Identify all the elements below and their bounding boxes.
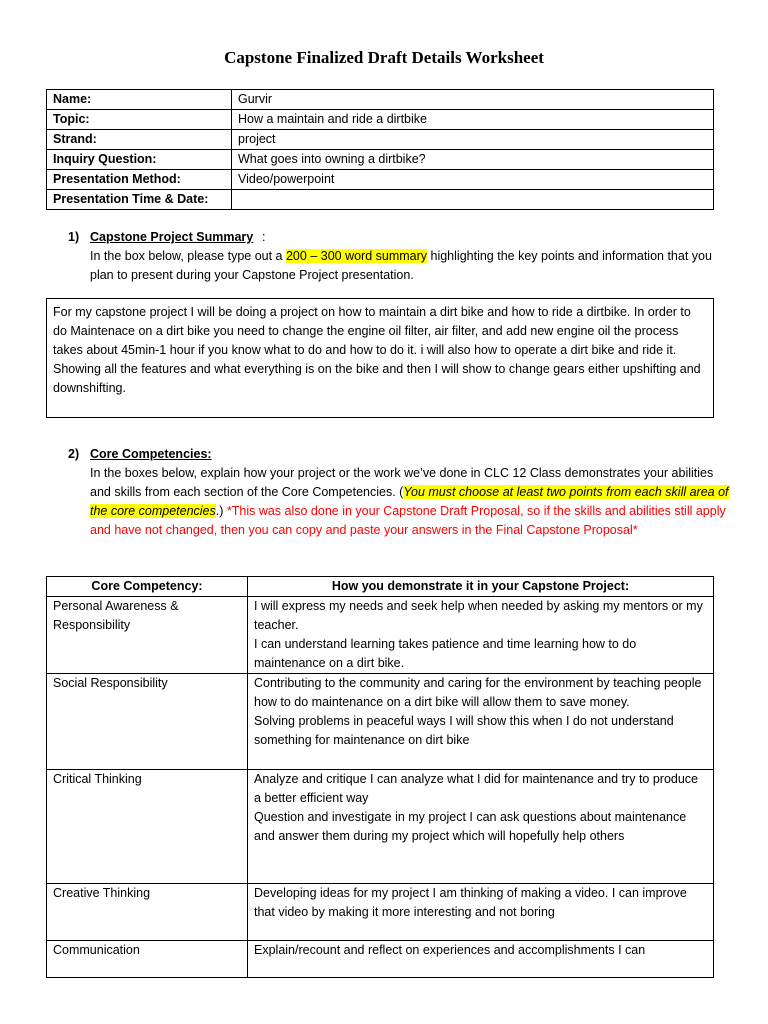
details-table (46, 89, 714, 210)
presentation-method-value: Video/powerpoint (232, 170, 714, 190)
table-row (47, 190, 714, 210)
instructions-text: In the boxes below, explain how your project or the work we’ve done in CLC 12 Class demonstrates your abilities and skills from each section of the Core Competencies. ( (90, 466, 714, 499)
competency-name: Social Responsibility (47, 674, 248, 770)
name-label: Name: (47, 90, 232, 110)
table-row (47, 170, 714, 190)
strand-value: project (232, 130, 714, 150)
table-row (47, 674, 714, 770)
table-row (47, 770, 714, 884)
summary-box: For my capstone project I will be doing a project on how to maintain a dirt bike and how to ride a dirtbike. In order to do Maintenace on a dirt bike you need to change the engine oil filter, air filter, and add new engine oil the process takes about 45min-1 hour if you know what to do and how to do it. i will also how to operate a dirt bike and ride it. Showing all the features and what everything is on the bike and then I will show to change gears either upshifting and downshifting. (46, 298, 714, 418)
page-title: Capstone Finalized Draft Details Worksheet (224, 48, 544, 67)
description-paragraph: Analyze and critique I can analyze what I did for maintenance and try to produce a better efficient way (254, 772, 699, 805)
competency-name: Personal Awareness & Responsibility (47, 597, 248, 674)
heading-colon: : (262, 230, 266, 244)
section-number: 2) (68, 447, 80, 461)
highlighted-text: 200 – 300 word summary (285, 249, 428, 263)
description-paragraph: I can understand learning takes patience and time learning how to do maintenance on a dirt bike. (254, 637, 637, 670)
name-value: Gurvir (232, 90, 714, 110)
column-header: How you demonstrate it in your Capstone Project: (248, 577, 714, 597)
section-heading: Core Competencies: (90, 447, 212, 461)
table-row (47, 884, 714, 941)
topic-label: Topic: (47, 110, 232, 130)
competency-name: Critical Thinking (47, 770, 248, 884)
table-row (47, 110, 714, 130)
competency-description (248, 674, 714, 770)
competency-name: Creative Thinking (47, 884, 248, 941)
column-header: Core Competency: (47, 577, 248, 597)
description-paragraph: I will express my needs and seek help when needed by asking my mentors or my teacher. (254, 599, 703, 632)
competency-name: Communication (47, 941, 248, 978)
heading-text: Capstone Project Summary (90, 230, 254, 244)
competency-description (248, 597, 714, 674)
table-row (47, 150, 714, 170)
table-header-row (47, 577, 714, 597)
competency-description (248, 884, 714, 941)
table-row (47, 941, 714, 978)
instructions-text: .) (215, 504, 227, 518)
table-row (47, 130, 714, 150)
section-instructions (90, 464, 730, 540)
competency-description (248, 770, 714, 884)
red-note: *This was also done in your Capstone Draft Proposal, so if the skills and abilities still apply and have not changed, then you can copy and paste your answers in the Final Capstone Proposal* (90, 504, 726, 537)
competency-description (248, 941, 714, 978)
core-competencies-table (46, 576, 714, 978)
inquiry-question-label: Inquiry Question: (47, 150, 232, 170)
presentation-time-label: Presentation Time & Date: (47, 190, 232, 210)
description-paragraph: Solving problems in peaceful ways I will show this when I do not understand something for maintenance on dirt bike (254, 714, 674, 747)
section-heading (90, 228, 253, 247)
instructions-text: In the box below, please type out a (90, 249, 286, 263)
section-number: 1) (68, 230, 80, 244)
presentation-method-label: Presentation Method: (47, 170, 232, 190)
strand-label: Strand: (47, 130, 232, 150)
section-instructions (90, 247, 730, 285)
description-paragraph: Question and investigate in my project I can ask questions about maintenance and answer them during my project which will hopefully help others (254, 810, 687, 843)
description-paragraph: Developing ideas for my project I am thinking of making a video. I can improve that video by making it more interesting and not boring (254, 886, 687, 919)
description-paragraph: Explain/recount and reflect on experiences and accomplishments I can (254, 943, 646, 957)
highlighted-text: You must choose at least two points from each skill area of the core competencies (90, 485, 729, 518)
table-row (47, 597, 714, 674)
instructions-text: highlighting the key points and information that you plan to present during your Capstone Project presentation. (90, 249, 712, 282)
topic-value: How a maintain and ride a dirtbike (232, 110, 714, 130)
description-paragraph: Contributing to the community and caring for the environment by teaching people how to do maintenance on a dirt bike will allow them to save money. (254, 676, 702, 709)
inquiry-question-value: What goes into owning a dirtbike? (232, 150, 714, 170)
presentation-time-value (232, 190, 714, 210)
table-row (47, 90, 714, 110)
